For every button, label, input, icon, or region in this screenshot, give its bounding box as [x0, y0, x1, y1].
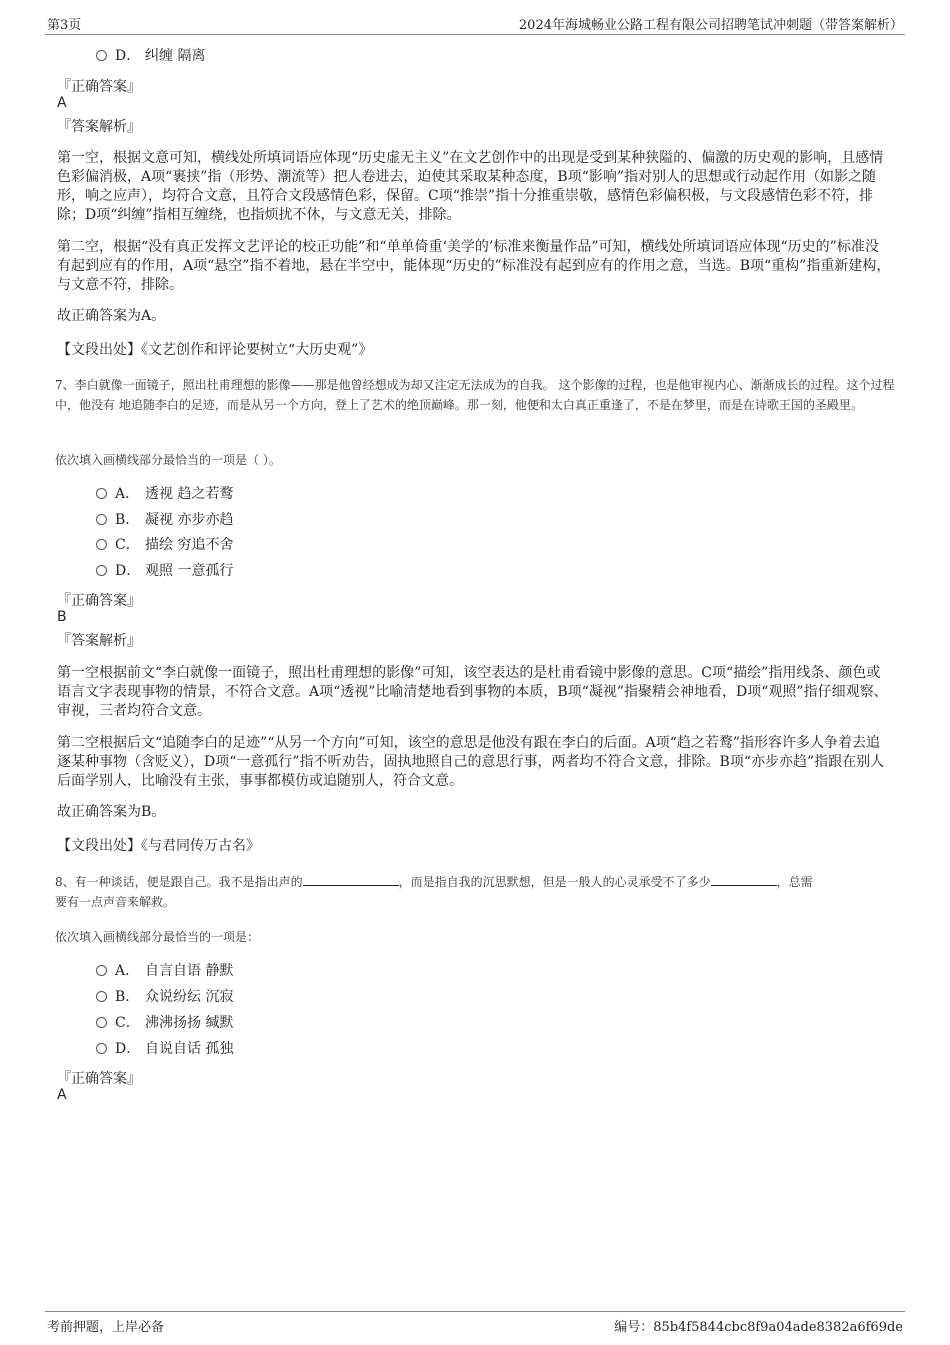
- radio-icon[interactable]: [96, 539, 107, 550]
- document-id: 编号：85b4f5844cbc8f9a04ade8382a6f69de: [614, 1320, 903, 1335]
- radio-icon[interactable]: [96, 488, 107, 499]
- page-number: 第3页: [47, 18, 82, 33]
- q7-prompt: 依次填入画横线部分最恰当的一项是（ ）。: [55, 453, 281, 467]
- radio-icon[interactable]: [96, 1017, 107, 1028]
- q6-conclusion: 故正确答案为A。: [57, 308, 166, 324]
- page-footer: [45, 1311, 905, 1336]
- q7-stem: 7、李白就像一面镜子，照出杜甫理想的影像——那是他曾经想成为却又注定无法成为的自我。 这个影像的过程，也是他审视内心、渐渐成长的过程。这个过程中，他没有 地追随李白的足迹，而是从另一个方向，登上了艺术的绝顶巅峰。那一刻，他便和太白真正重逢了，不是在梦里，而是在诗歌王国的圣殿里。: [55, 378, 895, 412]
- footer-slogan: 考前押题，上岸必备: [47, 1320, 165, 1335]
- q7-analysis-para-2: 第二空根据后文“追随李白的足迹”“从另一个方向”可知，该空的意思是他没有跟在李白的后面。A项“趋之若鹜”指形容许多人争着去追逐某种事物（含贬义），D项“一意孤行”指不听劝告，固执地照自己的意思行事，两者均不符合文意，排除。B项“亦步亦趋”指跟在别人后面学别人，比喻没有主张，事事都模仿或追随别人，符合文意。: [57, 735, 885, 789]
- q8-option-b[interactable]: B． 众说纷纭 沉寂: [96, 987, 233, 1007]
- radio-icon[interactable]: [96, 1043, 107, 1054]
- q6-analysis-para-2: 第二空，根据“没有真正发挥文艺评论的校正功能”和“单单倚重‘美学的’标准来衡量作品”可知，横线处所填词语应体现“历史的”标准没有起到应有的作用，A项“悬空”指不着地，悬在半空中，能体现“历史的”标准没有起到应有的作用之意，当选。B项“重构”指重新建构，与文意不符，排除。: [57, 239, 891, 293]
- q7-option-b[interactable]: B． 凝视 亦步亦趋: [96, 510, 233, 530]
- q8-stem: 8、有一种谈话，便是跟自己。我不是指出声的 ，而是指自我的沉思默想，但是一般人的心灵承受不了多少 ，总需 要有一点声音来解救。: [55, 875, 813, 909]
- q6-source: 【文段出处】《文艺创作和评论要树立“大历史观”》: [57, 342, 373, 358]
- blank-line-1: [303, 873, 399, 886]
- q6-correct-label: 『正确答案』: [57, 79, 141, 95]
- page-header: [45, 14, 905, 35]
- q7-analysis-para-1: 第一空根据前文“李白就像一面镜子，照出杜甫理想的影像”可知，该空表达的是杜甫看镜中影像的意思。C项“描绘”指用线条、颜色或语言文字表现事物的情景，不符合文意。A项“透视”比喻清楚地看到事物的本质，B项“凝视”指聚精会神地看，D项“观照”指仔细观察、审视，三者均符合文意。: [57, 665, 888, 719]
- q8-prompt: 依次填入画横线部分最恰当的一项是：: [55, 930, 260, 944]
- document-title: 2024年海城畅业公路工程有限公司招聘笔试冲刺题（带答案解析）: [518, 18, 903, 33]
- q8-option-c[interactable]: C． 沸沸扬扬 缄默: [96, 1013, 233, 1033]
- q8-correct-answer: A: [57, 1087, 67, 1103]
- radio-icon[interactable]: [96, 565, 107, 576]
- q7-correct-label: 『正确答案』: [57, 593, 141, 609]
- radio-icon[interactable]: [96, 514, 107, 525]
- q7-option-d[interactable]: D． 观照 一意孤行: [96, 561, 233, 581]
- q6-option-d[interactable]: D． 纠缠 隔离: [96, 46, 205, 66]
- q6-analysis-label: 『答案解析』: [57, 119, 141, 135]
- q7-conclusion: 故正确答案为B。: [57, 804, 166, 820]
- radio-icon[interactable]: [96, 50, 107, 61]
- q8-option-a[interactable]: A． 自言自语 静默: [96, 961, 233, 981]
- q7-option-a[interactable]: A． 透视 趋之若鹜: [96, 484, 233, 504]
- q6-analysis-para-1: 第一空，根据文意可知，横线处所填词语应体现“历史虚无主义”在文艺创作中的出现是受到某种狭隘的、偏激的历史观的影响，且感情色彩偏消极，A项“裹挟”指（形势、潮流等）把人卷进去，迫使其采取某种态度，B项“影响”指对别人的思想或行动起作用（如影之随形，响之应声），均符合文意，且符合文段感情色彩，保留。C项“推崇”指十分推重崇敬，感情色彩偏积极，与文段感情色彩不符，排除；D项“纠缠”指相互缠绕，也指烦扰不休，与文意无关，排除。: [57, 150, 884, 223]
- radio-icon[interactable]: [96, 991, 107, 1002]
- blank-line-2: [711, 873, 777, 886]
- q7-source: 【文段出处】《与君同传万古名》: [57, 838, 260, 854]
- q6-correct-answer: A: [57, 95, 67, 111]
- q8-option-d[interactable]: D． 自说自话 孤独: [96, 1039, 233, 1059]
- q7-analysis-label: 『答案解析』: [57, 633, 141, 649]
- radio-icon[interactable]: [96, 965, 107, 976]
- q8-correct-label: 『正确答案』: [57, 1071, 141, 1087]
- q7-correct-answer: B: [57, 609, 67, 625]
- q7-option-c[interactable]: C． 描绘 穷追不舍: [96, 535, 233, 555]
